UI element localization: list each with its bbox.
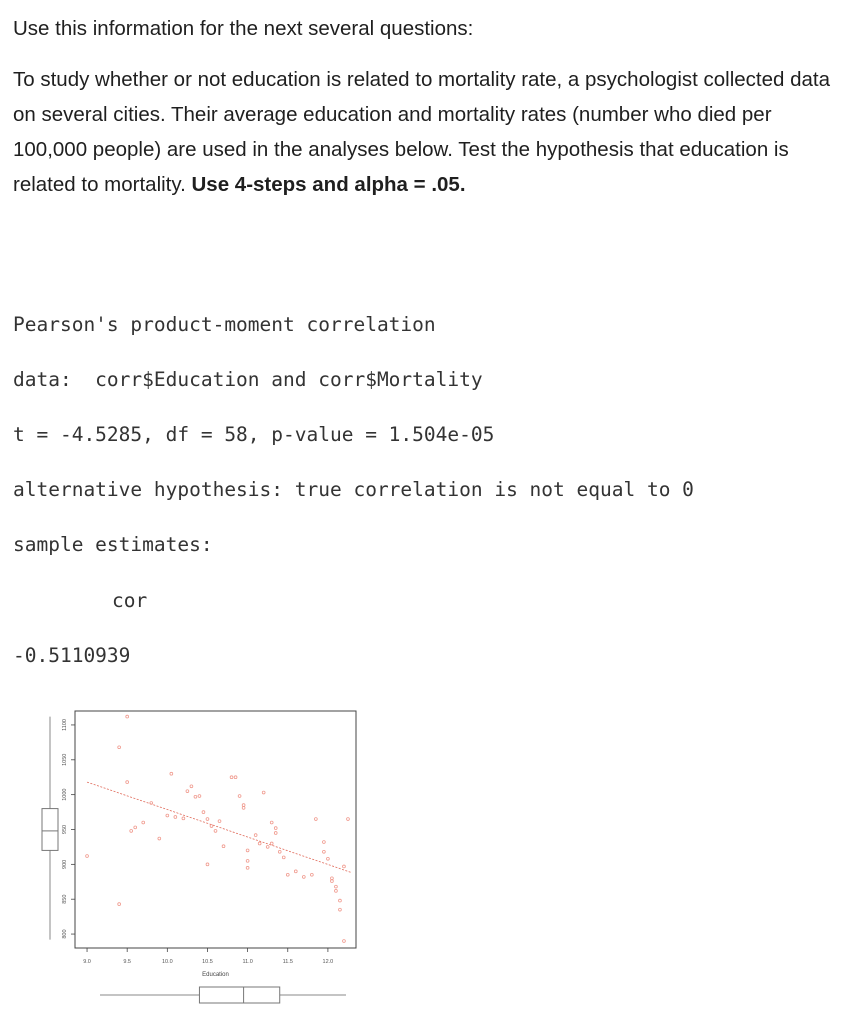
x-tick-label: 11.5: [282, 959, 293, 965]
data-point: [282, 856, 285, 859]
data-point: [214, 829, 217, 832]
data-point: [134, 826, 137, 829]
scatter-plot: [30, 700, 370, 1010]
data-point: [234, 776, 237, 779]
data-point: [210, 825, 213, 828]
output-cor-label: cor: [112, 589, 148, 612]
data-point: [206, 818, 209, 821]
data-point: [142, 821, 145, 824]
output-alt-line: alternative hypothesis: true correlation is not equal to 0: [13, 478, 694, 501]
data-point: [294, 870, 297, 873]
problem-instruction: Use 4-steps and alpha = .05.: [191, 173, 466, 196]
data-point: [170, 772, 173, 775]
data-point: [343, 865, 346, 868]
y-tick-label: 1100: [62, 719, 68, 731]
y-tick-label: 1050: [62, 753, 68, 766]
data-point: [270, 842, 273, 845]
data-point: [322, 850, 325, 853]
data-point: [126, 781, 129, 784]
data-point: [339, 908, 342, 911]
data-point: [254, 834, 257, 837]
data-point: [174, 816, 177, 819]
intro-text: Use this information for the next several questions:: [13, 17, 474, 40]
x-tick-label: 10.5: [202, 959, 213, 965]
data-point: [343, 940, 346, 943]
output-data-line: data: corr$Education and corr$Mortality: [13, 368, 483, 391]
data-point: [230, 776, 233, 779]
data-point: [302, 876, 305, 879]
data-point: [166, 814, 169, 817]
data-point: [335, 889, 338, 892]
data-point: [331, 877, 334, 880]
problem-paragraph: [13, 62, 833, 202]
output-title: Pearson's product-moment correlation: [13, 313, 436, 336]
data-point: [198, 795, 201, 798]
problem-text: To study whether or not education is related to mortality rate, a psychologist collected data on several cities. Their average education and mortality rates (number who died per 100,000 people) are used in the analyses below. Test the hypothesis that education is related to mortality.: [13, 68, 831, 196]
x-tick-label: 9.5: [123, 959, 132, 965]
data-point: [270, 821, 273, 824]
data-point: [258, 842, 261, 845]
data-point: [190, 785, 193, 788]
x-box: [199, 987, 279, 1003]
y-tick-label: 800: [62, 929, 68, 939]
data-point: [262, 791, 265, 794]
data-point: [86, 855, 89, 858]
data-point: [242, 804, 245, 807]
data-point: [314, 818, 317, 821]
data-point: [194, 795, 197, 798]
data-point: [118, 903, 121, 906]
regression-line: [87, 782, 352, 873]
data-point: [278, 850, 281, 853]
data-point: [182, 817, 185, 820]
data-point: [186, 790, 189, 793]
data-point: [286, 873, 289, 876]
data-point: [327, 857, 330, 860]
data-point: [310, 873, 313, 876]
x-tick-label: 12.0: [322, 959, 334, 965]
data-point: [347, 818, 350, 821]
y-tick-label: 950: [62, 824, 68, 835]
y-tick-label: 850: [62, 894, 68, 904]
x-tick-label: 9.0: [83, 959, 91, 965]
data-point: [242, 806, 245, 809]
output-stats-line: t = -4.5285, df = 58, p-value = 1.504e-05: [13, 423, 495, 446]
data-point: [274, 832, 277, 835]
data-point: [339, 899, 342, 902]
y-tick-label: 900: [62, 859, 68, 869]
data-point: [218, 820, 221, 823]
output-cor-value: -0.5110939: [13, 644, 131, 667]
y-tick-label: 1000: [62, 788, 68, 801]
data-point: [322, 841, 325, 844]
data-point: [158, 837, 161, 840]
y-box: [42, 809, 58, 851]
x-tick-label: 11.0: [242, 959, 253, 965]
data-point: [274, 827, 277, 830]
data-point: [118, 746, 121, 749]
data-point: [335, 885, 338, 888]
data-point: [130, 829, 133, 832]
data-point: [206, 863, 209, 866]
data-point: [246, 866, 249, 869]
data-point: [238, 795, 241, 798]
data-point: [246, 859, 249, 862]
data-point: [266, 846, 269, 849]
x-axis-label: Education: [202, 972, 229, 978]
data-point: [331, 880, 334, 883]
data-point: [202, 811, 205, 814]
output-estimates-label: sample estimates:: [13, 533, 213, 556]
x-tick-label: 10.0: [161, 959, 173, 965]
data-point: [126, 715, 129, 718]
data-point: [246, 849, 249, 852]
data-point: [222, 845, 225, 848]
